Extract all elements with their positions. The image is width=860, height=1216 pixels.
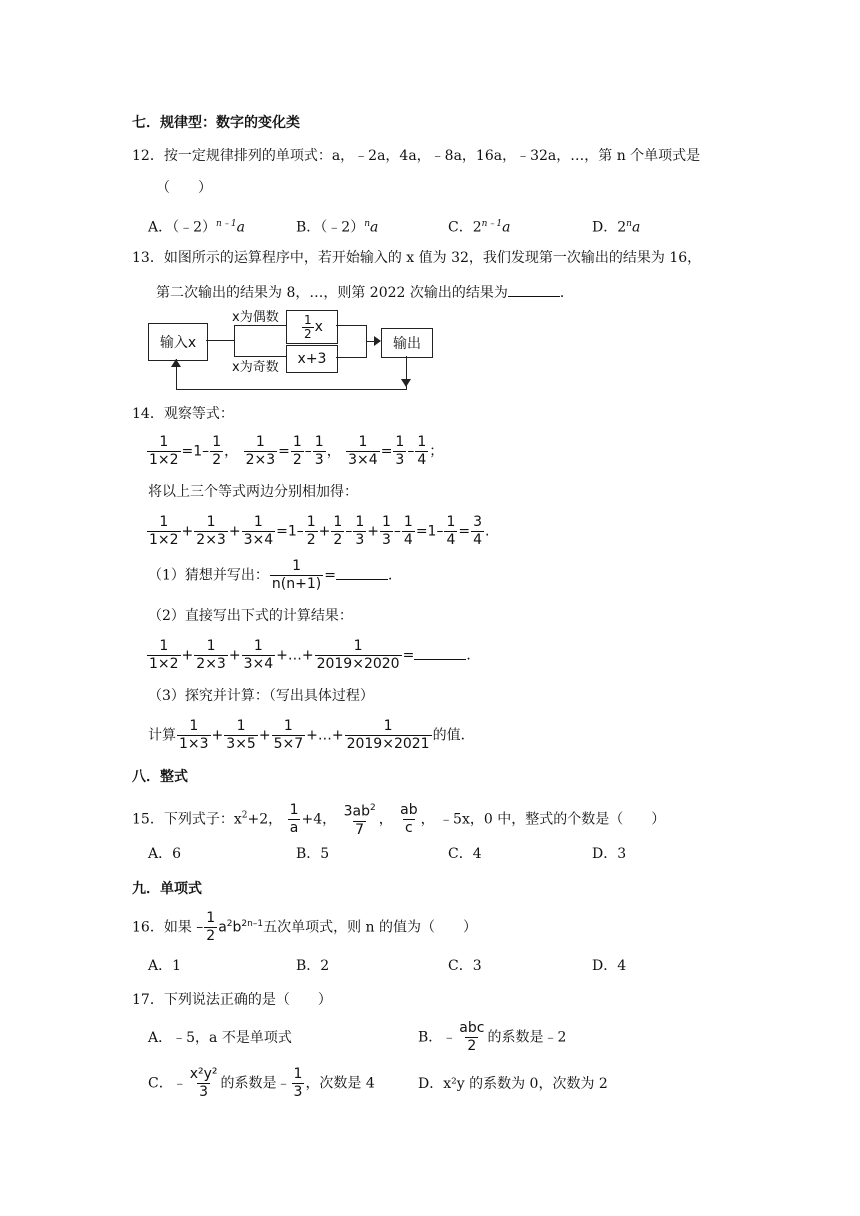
q13-line1: 13．如图所示的运算程序中，若开始输入的 x 值为 32，我们发现第一次输出的结果为 16，	[132, 250, 702, 266]
q12-paren: （ ）	[156, 180, 212, 196]
q16-option-b[interactable]: B．2	[296, 958, 330, 974]
q14-sum-equation: $\frac{1}{1\times 2}$ + $\frac{1}{2\times 3}$ + $\frac{1}{3\times 4}$ =1– $\frac{1}{2}$ + $\frac{1}{2}$ – $\frac{1}{3}$ + $\frac{1}{3}$ – $\frac{1}{4}$ =1– $\frac{1}{4}$ = $\frac{3}{4}$ .	[149, 514, 490, 548]
q13-answer-blank[interactable]	[508, 282, 560, 297]
q12-text: 按一定规律排列的单项式：a，﹣2a，4a，﹣8a，16a，﹣32a，…，第 n 个单项式是	[163, 148, 701, 164]
q12-number: 12．	[132, 148, 164, 164]
arrow-up-icon	[171, 359, 181, 367]
q17-option-a[interactable]: A．﹣5，a 不是单项式	[148, 1030, 292, 1046]
q17-option-d[interactable]: D．x²y 的系数为 0，次数为 2	[418, 1076, 608, 1092]
q15-option-b[interactable]: B．5	[296, 846, 330, 862]
q17-option-b[interactable]: B．﹣ $\frac{\text{abc}}{2}$ 的系数是﹣2	[418, 1020, 567, 1054]
q16-stem: 16．如果 – $\frac{1}{2}$ $a^2b^{2n-1}$五次单项式，则 n 的值为（ ）	[132, 910, 477, 944]
q13-line2: 第二次输出的结果为 8，…，则第 2022 次输出的结果为 ．	[156, 282, 574, 303]
q15-option-a[interactable]: A．6	[148, 846, 182, 862]
flow-even-label: x为偶数	[232, 310, 279, 325]
q12-option-d[interactable]: D．2$^n$a	[592, 219, 641, 236]
flow-odd-label: x为奇数	[232, 360, 279, 375]
q16-option-a[interactable]: A．1	[148, 958, 182, 974]
q14-intro: 14．观察等式：	[132, 406, 234, 422]
q17-stem: 17．下列说法正确的是（ ）	[132, 992, 332, 1008]
q14-part2-label: （2）直接写出下式的计算结果：	[148, 608, 353, 624]
q12-option-c[interactable]: C．$2^{n﹣1}a$	[448, 219, 511, 236]
q12-stem	[132, 146, 700, 166]
q16-option-c[interactable]: C．3	[448, 958, 482, 974]
flow-input-box: 输入x	[148, 323, 208, 361]
q14-equations: $\frac{1}{1\times 2}$ =1– $\frac{1}{2}$ ， $\frac{1}{2\times 3}$ = $\frac{1}{2}$ – $\frac{1}{3}$ ， $\frac{1}{3\times 4}$ = $\frac{1}{3}$ – $\frac{1}{4}$ ；	[149, 434, 444, 468]
q14-part2-blank[interactable]	[414, 645, 466, 660]
section-8-title: 八．整式	[132, 769, 188, 785]
flow-plus3-box: x+3	[286, 345, 338, 373]
q14-part1-blank[interactable]	[336, 565, 388, 580]
q17-option-c[interactable]: C．﹣ $\frac{\text{x²y²}}{3}$ 的系数是﹣ $\frac{1}{3}$ ，次数是 4	[148, 1066, 375, 1100]
q15-option-d[interactable]: D．3	[592, 846, 627, 862]
q15-option-c[interactable]: C．4	[448, 846, 482, 862]
q14-add-text: 将以上三个等式两边分别相加得：	[148, 484, 358, 500]
q12-option-a[interactable]: A．（﹣2）$^{n﹣1}$a	[148, 219, 245, 236]
q16-option-d[interactable]: D．4	[592, 958, 627, 974]
flow-half-box: $\frac{1}{2}$ x	[286, 310, 338, 344]
section-7-title: 七．规律型：数字的变化类	[132, 115, 300, 131]
flow-output-box: 输出	[381, 328, 433, 358]
q14-part3-label: （3）探究并计算：（写出具体过程）	[148, 688, 374, 704]
section-9-title: 九．单项式	[132, 881, 202, 897]
arrow-right-icon	[374, 336, 381, 346]
q14-part3-expr: 计算 $\frac{1}{1\times 3}$ + $\frac{1}{3\times 5}$ + $\frac{1}{5\times 7}$ +…+ $\frac{1}{2019\times 2021}$ 的值．	[148, 718, 475, 752]
q14-part1: （1）猜想并写出： $\frac{1}{n(n+1)}$ = ．	[148, 558, 402, 592]
arrow-down-icon	[401, 379, 411, 387]
q15-stem: 15．下列式子：$x^2+2$， $\frac{1}{a}$ +4， $\frac{3ab^2}{7}$ ， $\frac{ab}{c}$ ， ﹣5x，0 中，整式的个数是（ ）	[132, 801, 666, 838]
q14-part2-expr: $\frac{1}{1\times 2}$ + $\frac{1}{2\times 3}$ + $\frac{1}{3\times 4}$ +…+ $\frac{1}{2019\times 2020}$ = ．	[149, 638, 481, 672]
q12-option-b[interactable]: B．（﹣2）$^n$a	[296, 219, 379, 236]
